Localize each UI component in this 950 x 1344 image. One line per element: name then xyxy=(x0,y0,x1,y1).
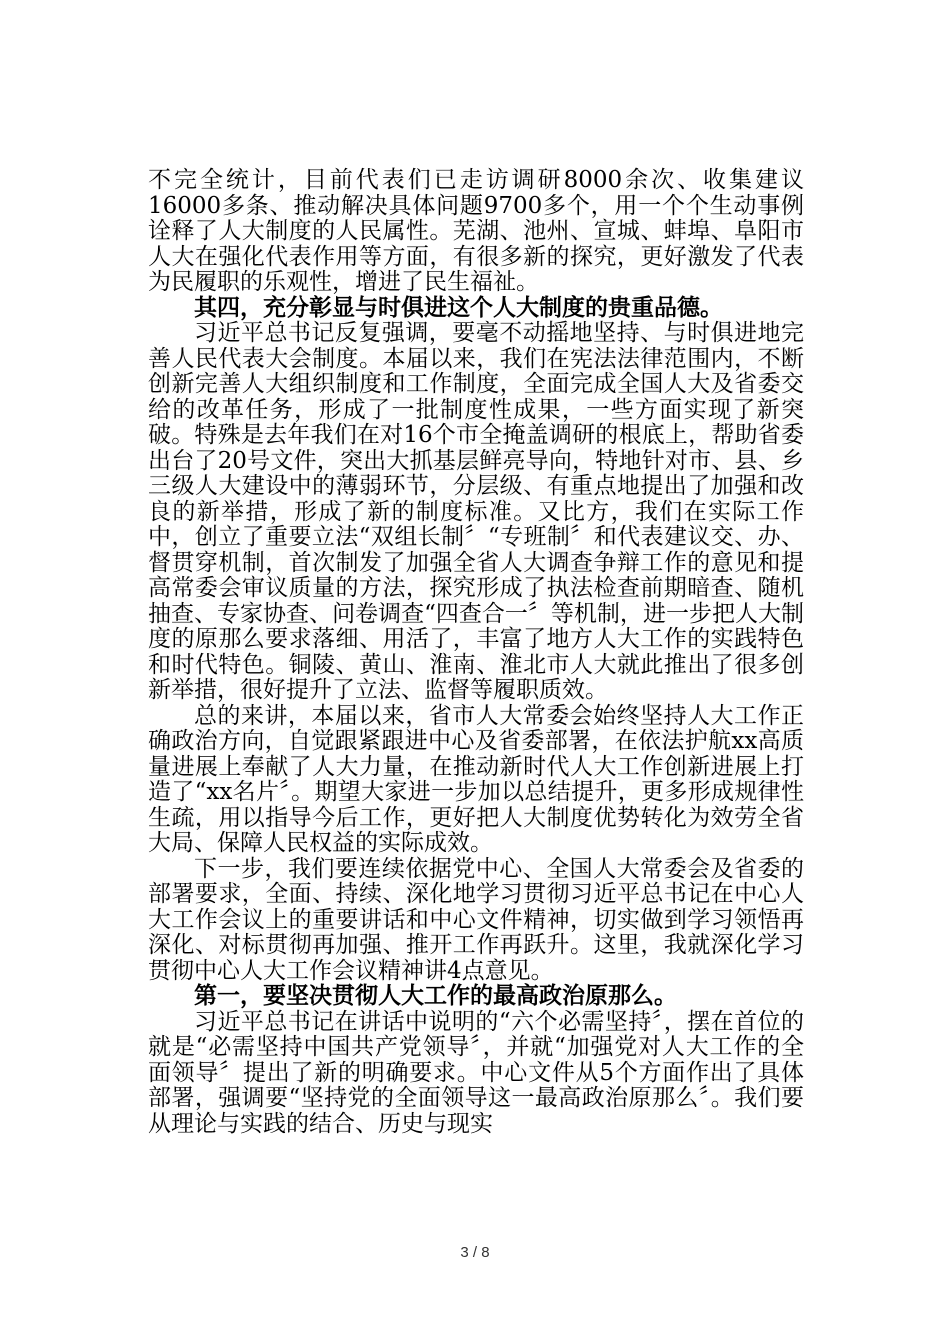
section-heading: 第一，要坚决贯彻人大工作的最高政治原那么。 xyxy=(194,983,677,1009)
paragraph: 下一步，我们要连续依据党中心、全国人大常委会及省委的部署要求，全面、持续、深化地学习贯彻习近平总书记在中心人大工作会议上的重要讲话和中心文件精神，切实做到学习领悟再深化、对标贯彻再加强、推开工作再跃升。这里，我就深化学习贯彻中心人大工作会议精神讲4点意见。 xyxy=(148,855,804,984)
paragraph: 习近平总书记反复强调，要毫不动摇地坚持、与时俱进地完善人民代表大会制度。本届以来，我们在宪法法律范围内，不断创新完善人大组织制度和工作制度，全面完成全国人大及省委交给的改革任务，形成了一批制度性成果，一些方面实现了新突破。特殊是去年我们在对16个市全掩盖调研的根底上，帮助省委出台了20号文件，突出大抓基层鲜亮导向，特地针对市、县、乡三级人大建设中的薄弱环节，分层级、有重点地提出了加强和改良的新举措，形成了新的制度标准。又比方，我们在实际工作中，创立了重要立法“双组长制〞“专班制〞和代表建议交、办、督贯穿机制，首次制发了加强全省人大调查争辩工作的意见和提高常委会审议质量的方法，探究形成了执法检查前期暗查、随机抽查、专家协查、问卷调查“四查合一〞等机制，进一步把人大制度的原那么要求落细、用活了，丰富了地方人大工作的实践特色和时代特色。铜陵、黄山、淮南、淮北市人大就此推出了很多创新举措，很好提升了立法、监督等履职质效。 xyxy=(148,320,804,703)
paragraph: 不完全统计，目前代表们已走访调研8000余次、收集建议16000多条、推动解决具体问题9700多个，用一个个生动事例诠释了人大制度的人民属性。芜湖、池州、宣城、蚌埠、阜阳市人大在强化代表作用等方面，有很多新的探究，更好激发了代表为民履职的乐观性，增进了民生福祉。 xyxy=(148,167,804,295)
section-heading: 其四，充分彰显与时俱进这个人大制度的贵重品德。 xyxy=(194,294,723,321)
document-body xyxy=(148,168,804,1137)
paragraph: 习近平总书记在讲话中说明的“六个必需坚持〞，摆在首位的就是“必需坚持中国共产党领导〞，并就“加强党对人大工作的全面领导〞提出了新的明确要求。中心文件从5个方面作出了具体部署，强调要“坚持党的全面领导这一最高政治原那么〞。我们要从理论与实践的结合、历史与现实 xyxy=(148,1008,804,1137)
paragraph: 总的来讲，本届以来，省市人大常委会始终坚持人大工作正确政治方向，自觉跟紧跟进中心及省委部署，在依法护航xx高质量进展上奉献了人大力量，在推动新时代人大工作创新进展上打造了“xx名片〞。期望大家进一步加以总结提升，更多形成规律性生疏，用以指导今后工作，更好把人大制度优势转化为效劳全省大局、保障人民权益的实际成效。 xyxy=(148,702,804,856)
page-number: 3 / 8 xyxy=(460,1244,490,1261)
